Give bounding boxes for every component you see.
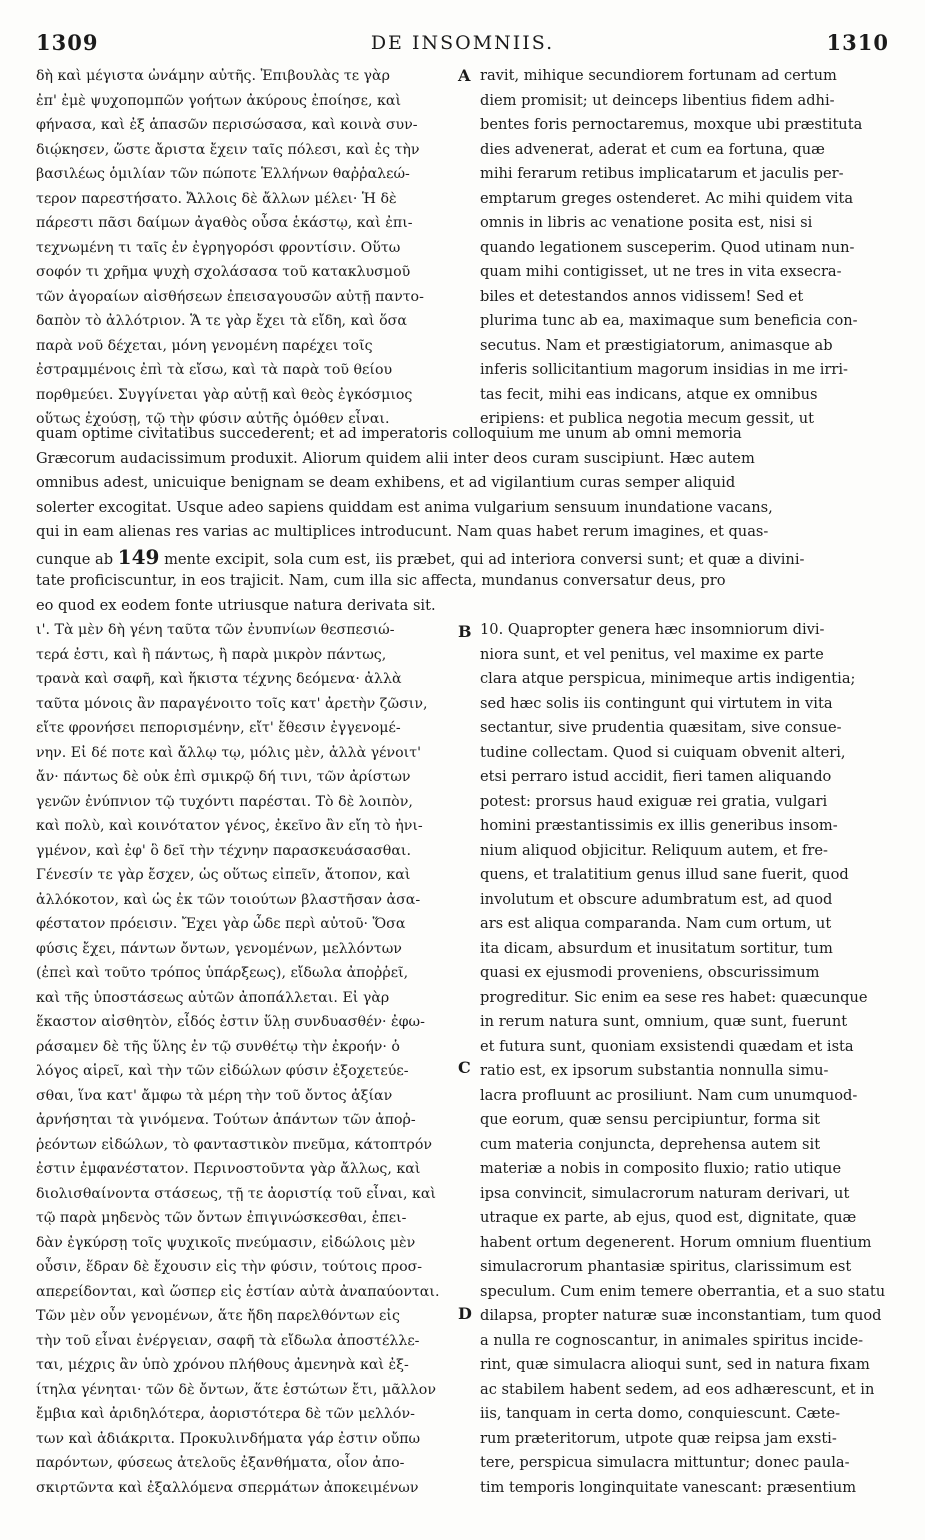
- latin-line: simulacrorum phantasiæ spiritus, clarissimum est: [480, 1258, 852, 1275]
- latin-line: mihi ferarum retibus implicatarum et jaculis per-: [480, 165, 844, 182]
- greek-line: (ἐπεὶ καὶ τοῦτο τρόπος ὑπάρξεως), εἴδωλα ἀποῤῥεῖ,: [36, 965, 409, 981]
- latin-line: inferis sollicitantium magorum insidias in me irri-: [480, 361, 848, 378]
- greek-line: λόγος αἱρεῖ, καὶ τὴν τῶν εἰδώλων φύσιν ἐξοχετεύε-: [36, 1063, 409, 1079]
- latin-line: rint, quæ simulacra alioqui sunt, sed in natura fixam: [480, 1356, 870, 1373]
- latin-line: niora sunt, et vel penitus, vel maxime ex parte: [480, 645, 824, 663]
- latin-line: homini præstantissimis ex illis generibus insom-: [480, 817, 838, 834]
- latin-line: rum præteritorum, utpote quæ reipsa jam exsti-: [480, 1429, 837, 1447]
- greek-line: δὰν ἐγκύρσῃ τοῖς ψυχικοῖς πνεύμασιν, εἰδώλοις μὲν: [36, 1234, 416, 1251]
- greek-line: τερά ἐστι, καὶ ἢ πάντως, ἢ παρὰ μικρὸν πάντως,: [36, 646, 387, 663]
- latin-line: quam mihi contigisset, ut ne tres in vita exsecra-: [480, 263, 842, 280]
- greek-line: τρανὰ καὶ σαφῆ, καὶ ἥκιστα τέχνης δεόμενα· ἀλλὰ: [36, 671, 402, 687]
- latin-line: quando legationem susceperim. Quod utinam nun-: [480, 238, 855, 256]
- greek-line: βασιλέως ὁμιλίαν τῶν πώποτε Ἑλλήνων θαῤῥαλεώ-: [36, 166, 410, 182]
- greek-line: τερον παρεστήσατο. Ἄλλοις δὲ ἄλλων μέλει· Ἡ δὲ: [36, 190, 397, 207]
- latin-line: ravit, mihique secundiorem fortunam ad certum: [480, 67, 837, 84]
- latin-line: quens, et tralatitium genus illud sane fuerit, quod: [480, 866, 849, 883]
- latin-line: omnis in libris ac venatione posita est, nisi si: [480, 214, 813, 231]
- latin-line: tim temporis longinquitate vanescant: præsentium: [480, 1478, 857, 1496]
- greek-line: παρὰ νοῦ δέχεται, μόνη γενομένη παρέχει τοῖς: [36, 337, 373, 354]
- greek-line: φέστατον πρόεισιν. Ἔχει γὰρ ὧδε περὶ αὐτοῦ· Ὅσα: [36, 916, 406, 932]
- latin-line: quam optime civitatibus succederent; et ad imperatoris colloquium me unum ab omni memoria: [36, 425, 742, 442]
- latin-line: clara atque perspicua, minimeque artis indigentia;: [480, 670, 856, 687]
- greek-line: Γένεσίν τε γὰρ ἔσχεν, ὡς οὕτως εἰπεῖν, ἄτοπον, καὶ: [36, 867, 411, 883]
- latin-line: materiæ a nobis in composito fluxio; ratio utique: [480, 1160, 842, 1177]
- greek-line: οὖσιν, ἕδραν δὲ ἔχουσιν εἰς τὴν φύσιν, τούτοις προσ-: [36, 1259, 423, 1275]
- latin-line: solerter excogitat. Usque adeo sapiens quiddam est anima vulgarium sensuum inundatione vacans,: [36, 498, 773, 516]
- margin-mark-d: D: [458, 1304, 472, 1323]
- latin-line: tas fecit, mihi eas indicans, atque ex omnibus: [480, 385, 818, 403]
- latin-line: speculum. Cum enim temere oberrantia, et a suo statu: [480, 1282, 886, 1300]
- latin-column-bottom: [480, 618, 888, 1500]
- greek-line: ἕκαστον αἰσθητὸν, εἶδός ἐστιν ὕλῃ συνδυασθέν· ἐφω-: [36, 1014, 425, 1030]
- greek-line: ἄν· πάντως δὲ οὐκ ἐπὶ σμικρῷ δή τινι, τῶν ἀρίστων: [36, 769, 411, 785]
- greek-line: ἐπ' ἐμὲ ψυχοπομπῶν γοήτων ἀκύρους ἐποίησε, καὶ: [36, 92, 402, 109]
- running-header: [0, 30, 925, 62]
- greek-line: τῶν ἀγοραίων αἰσθήσεων ἐπεισαγουσῶν αὐτῇ παντο-: [36, 288, 424, 305]
- greek-line: ἐστιν ἐμφανέστατον. Περινοστοῦντα γὰρ ἄλλως, καὶ: [36, 1161, 421, 1177]
- greek-line: καὶ τῆς ὑποστάσεως αὐτῶν ἀποπάλλεται. Εἰ γὰρ: [36, 989, 390, 1006]
- latin-line: quasi ex ejusmodi proveniens, obscurissimum: [480, 964, 820, 981]
- greek-line: ἀλλόκοτον, καὶ ὡς ἐκ τῶν τοιούτων βλαστῆσαν ἀσα-: [36, 891, 421, 908]
- greek-line: νην. Εἰ δέ ποτε καὶ ἄλλῳ τῳ, μόλις μὲν, ἀλλὰ γένοιτ': [36, 744, 421, 761]
- greek-line: ι'. Τὰ μὲν δὴ γένη ταῦτα τῶν ἐνυπνίων θεσπεσιώ-: [36, 622, 395, 638]
- margin-mark-b: B: [458, 622, 472, 641]
- latin-line: dies advenerat, aderat et cum ea fortuna, quæ: [480, 140, 825, 158]
- latin-full-width-paragraph: [36, 422, 888, 618]
- greek-line: παρόντων, φύσεως ἀτελοῦς ἐξανθήματα, οἷον ἀπο-: [36, 1455, 405, 1471]
- latin-line: 10. Quapropter genera hæc insomniorum divi-: [480, 621, 825, 638]
- latin-line: emptarum greges ostenderet. Ac mihi quidem vita: [480, 189, 854, 207]
- latin-line: sectantur, sive prudentia quæsitam, sive consue-: [480, 719, 842, 736]
- greek-line: φήνασα, καὶ ἐξ ἁπασῶν περισώσασα, καὶ κοινὰ συν-: [36, 117, 418, 133]
- greek-line: απερείδονται, καὶ ὥσπερ εἰς ἑστίαν αὐτὰ ἀναπαύονται.: [36, 1283, 440, 1300]
- latin-line: nium aliquod objicitur. Reliquum autem, et fre-: [480, 841, 828, 859]
- greek-line: ίτηλα γένηται· τῶν δὲ ὄντων, ἅτε ἑστώτων ἔτι, μᾶλλον: [36, 1381, 436, 1398]
- greek-line: ται, μέχρις ἂν ὑπὸ χρόνου πλήθους ἀμενηνὰ καὶ ἐξ-: [36, 1357, 409, 1373]
- greek-line: διολισθαίνοντα στάσεως, τῇ τε ἀοριστίᾳ τοῦ εἶναι, καὶ: [36, 1185, 437, 1202]
- greek-column-top: [36, 64, 456, 432]
- latin-line: etsi perraro istud accidit, fieri tamen aliquando: [480, 768, 832, 785]
- latin-line: qui in eam alienas res varias ac multiplices introducunt. Nam quas habet rerum imagines, et quas-: [36, 523, 769, 540]
- greek-line: καὶ πολὺ, καὶ κοινότατον γένος, ἐκεῖνο ἂν εἴη τὸ ἠνι-: [36, 818, 423, 834]
- latin-line: lacra profluunt ac prosiliunt. Nam cum unumquod-: [480, 1086, 858, 1104]
- greek-line: τὴν τοῦ εἶναι ἐνέργειαν, σαφῆ τὰ εἴδωλα ἀποστέλλε-: [36, 1332, 420, 1349]
- running-title: DE INSOMNIIS.: [370, 32, 555, 54]
- latin-line: biles et detestandos annos vidissem! Sed et: [480, 287, 804, 305]
- latin-line: in rerum natura sunt, omnium, quæ sunt, fuerunt: [480, 1013, 848, 1030]
- latin-line: progreditur. Sic enim ea sese res habet: quæcunque: [480, 988, 868, 1006]
- greek-line: δαπὸν τὸ ἀλλότριον. Ἅ τε γὰρ ἔχει τὰ εἴδη, καὶ ὅσα: [36, 313, 407, 329]
- greek-column-bottom: [36, 618, 456, 1500]
- latin-line: diem promisit; ut deinceps libentius fidem adhi-: [480, 91, 835, 109]
- greek-line: ἔμβια καὶ ἀριδηλότερα, ἀοριστότερα δὲ τῶν μελλόν-: [36, 1406, 415, 1422]
- latin-line: a nulla re cognoscantur, in animales spiritus incide-: [480, 1331, 864, 1349]
- margin-mark-c: C: [458, 1058, 471, 1077]
- latin-line: cum materia conjuncta, deprehensa autem sit: [480, 1135, 821, 1153]
- greek-line: γενῶν ἐνύπνιον τῷ τυχόντι παρέσται. Τὸ δὲ λοιπὸν,: [36, 793, 413, 810]
- latin-line-end: mente excipit, sola cum est, iis præbet, qui ad interiora conversi sunt; et quæ a divini-: [164, 550, 805, 568]
- greek-line: ἀρνήσηται τὰ γινόμενα. Τούτων ἁπάντων τῶν ἀποῤ-: [36, 1112, 416, 1128]
- latin-line: omnibus adest, unicuique benignam se deam exhibens, et ad vigilantium curas semper aliquid: [36, 474, 736, 491]
- latin-line: potest: prorsus haud exiguæ rei gratia, vulgari: [480, 792, 828, 810]
- latin-line: ratio est, ex ipsorum substantia nonnulla simu-: [480, 1062, 829, 1079]
- greek-line: εἴτε φρονήσει πεπορισμένην, εἴτ' ἔθεσιν ἐγγενομέ-: [36, 720, 401, 736]
- latin-line: et futura sunt, quoniam exsistendi quædam et ista: [480, 1037, 854, 1055]
- page-marker: 149: [117, 544, 160, 569]
- greek-line: σοφόν τι χρῆμα ψυχὴ σχολάσασα τοῦ κατακλυσμοῦ: [36, 264, 411, 280]
- latin-line: ita dicam, absurdum et inusitatum sortitur, tum: [480, 939, 833, 957]
- latin-line: tere, perspicua simulacra mittuntur; donec paula-: [480, 1454, 850, 1471]
- greek-line: πάρεστι πᾶσι δαίμων ἀγαθὸς οὖσα ἑκάστῳ, καὶ ἐπι-: [36, 215, 413, 231]
- latin-line: sed hæc solis iis contingunt qui virtutem in vita: [480, 694, 833, 712]
- latin-line: bentes foris pernoctaremus, moxque ubi præstituta: [480, 116, 863, 133]
- greek-line: διῴκησεν, ὥστε ἄριστα ἔχειν ταῖς πόλεσι, καὶ ἐς τὴν: [36, 141, 420, 158]
- latin-line: secutus. Nam et præstigiatorum, animasque ab: [480, 336, 833, 354]
- greek-line: ἐστραμμένοις ἐπὶ τὰ εἴσω, καὶ τὰ παρὰ τοῦ θείου: [36, 362, 393, 378]
- greek-line: δὴ καὶ μέγιστα ὠνάμην αὐτῆς. Ἐπιβουλὰς τε γὰρ: [36, 68, 390, 84]
- greek-line: ταῦτα μόνοις ἂν παραγένοιτο τοῖς κατ' ἀρετὴν ζῶσιν,: [36, 695, 428, 712]
- latin-line: Græcorum audacissimum produxit. Aliorum quidem alii inter deos curam suscipiunt. Hæc autem: [36, 449, 755, 467]
- greek-line: τῷ παρὰ μηδενὸς τῶν ὄντων ἐπιγινώσκεσθαι, ἐπει-: [36, 1210, 407, 1226]
- latin-line: ac stabilem habent sedem, ad eos adhærescunt, et in: [480, 1380, 875, 1398]
- greek-line: τεχνωμένη τι ταῖς ἐν ἐγρηγορόσι φροντίσιν. Οὕτω: [36, 239, 401, 256]
- greek-line: φύσις ἔχει, πάντων ὄντων, γενομένων, μελλόντων: [36, 940, 402, 957]
- margin-mark-a: A: [458, 66, 471, 85]
- greek-line: Τῶν μὲν οὖν γενομένων, ἅτε ἤδη παρελθόντων εἰς: [36, 1308, 400, 1324]
- latin-column-top: [480, 64, 888, 432]
- latin-line: eo quod ex eodem fonte utriusque natura derivata sit.: [36, 596, 436, 614]
- greek-line: πορθμεύει. Συγγίνεται γὰρ αὐτῇ καὶ θεὸς ἐγκόσμιος: [36, 386, 413, 403]
- greek-line: σκιρτῶντα καὶ ἐξαλλόμενα σπερμάτων ἀποκειμένων: [36, 1479, 419, 1496]
- latin-line: ipsa convincit, simulacrorum naturam derivari, ut: [480, 1184, 850, 1202]
- latin-line: eripiens: et publica negotia mecum gessit, ut: [480, 410, 815, 427]
- latin-line: plurima tunc ab ea, maximaque sum beneficia con-: [480, 312, 858, 329]
- greek-line: ῥεόντων εἰδώλων, τὸ φανταστικὸν πνεῦμα, κάτοπτρόν: [36, 1136, 433, 1153]
- latin-line: [36, 545, 888, 570]
- greek-line: οὕτως ἐχούσῃ, τῷ τὴν φύσιν αὐτῆς ὁμόθεν εἶναι.: [36, 411, 390, 427]
- greek-line: των καὶ ἀδιάκριτα. Προκυλινδήματα γάρ ἐστιν οὔπω: [36, 1430, 421, 1447]
- greek-line: ράσαμεν δὲ τῆς ὕλης ἐν τῷ συνθέτῳ τὴν ἐκροήν· ὁ: [36, 1038, 400, 1055]
- latin-line: dilapsa, propter naturæ suæ inconstantiam, tum quod: [480, 1307, 882, 1324]
- left-page-number: 1309: [36, 30, 99, 55]
- latin-line: habent ortum degenerent. Horum omnium fluentium: [480, 1233, 872, 1251]
- greek-line: γμένον, καὶ ἐφ' ὃ δεῖ τὴν τέχνην παρασκευάσασθαι.: [36, 842, 411, 859]
- latin-line: tate proficiscuntur, in eos trajicit. Nam, cum illa sic affecta, mundanus conversatur deus, pro: [36, 572, 726, 589]
- latin-line: que eorum, quæ sensu percipiuntur, forma sit: [480, 1111, 820, 1128]
- latin-line-start: cunque ab: [36, 550, 114, 568]
- right-page-number: 1310: [826, 30, 889, 55]
- latin-line: tudine collectam. Quod si cuiquam obvenit alteri,: [480, 743, 846, 761]
- latin-line: ars est aliqua comparanda. Nam cum ortum, ut: [480, 915, 832, 932]
- latin-line: involutum et obscure adumbratum est, ad quod: [480, 890, 833, 908]
- greek-line: σθαι, ἵνα κατ' ἄμφω τὰ μέρη τὴν τοῦ ὄντος ἀξίαν: [36, 1087, 393, 1104]
- latin-line: utraque ex parte, ab ejus, quod est, dignitate, quæ: [480, 1209, 857, 1226]
- latin-line: iis, tanquam in certa domo, conquiescunt. Cæte-: [480, 1405, 841, 1422]
